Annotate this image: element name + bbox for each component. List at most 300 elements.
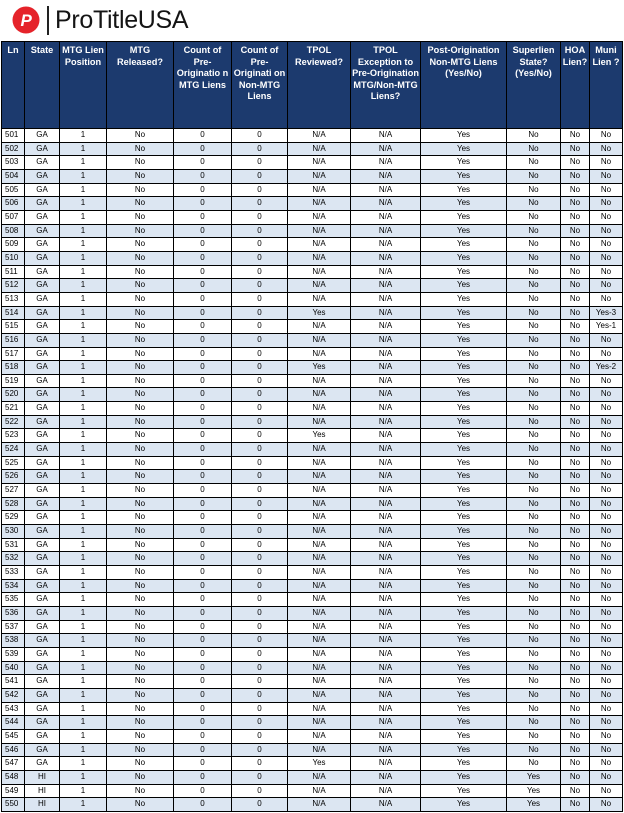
lien-table	[1, 41, 623, 812]
table-cell: 0	[232, 183, 288, 197]
table-cell: N/A	[351, 388, 421, 402]
table-cell: GA	[25, 675, 60, 689]
table-cell: No	[561, 497, 590, 511]
table-cell: GA	[25, 238, 60, 252]
table-cell: No	[107, 388, 174, 402]
table-cell: No	[107, 579, 174, 593]
table-row	[2, 538, 623, 552]
table-cell: No	[590, 429, 623, 443]
table-row	[2, 620, 623, 634]
table-cell: N/A	[288, 484, 351, 498]
table-cell: No	[507, 374, 561, 388]
table-cell: N/A	[351, 566, 421, 580]
table-cell: Yes	[507, 770, 561, 784]
table-row	[2, 552, 623, 566]
table-cell: No	[107, 169, 174, 183]
table-cell: 1	[60, 374, 107, 388]
table-cell: N/A	[288, 716, 351, 730]
table-cell: No	[107, 265, 174, 279]
table-cell: Yes	[288, 361, 351, 375]
table-cell: 528	[2, 497, 25, 511]
table-cell: 0	[174, 538, 232, 552]
table-cell: 0	[174, 552, 232, 566]
table-row	[2, 333, 623, 347]
table-cell: No	[590, 675, 623, 689]
table-cell: 1	[60, 402, 107, 416]
table-cell: 530	[2, 525, 25, 539]
table-cell: No	[561, 770, 590, 784]
table-cell: Yes	[421, 770, 507, 784]
table-cell: N/A	[351, 156, 421, 170]
table-cell: 531	[2, 538, 25, 552]
table-cell: No	[561, 333, 590, 347]
table-cell: Yes	[421, 402, 507, 416]
table-cell: No	[590, 525, 623, 539]
table-cell: No	[507, 538, 561, 552]
table-cell: No	[590, 511, 623, 525]
table-cell: No	[590, 210, 623, 224]
table-cell: N/A	[351, 634, 421, 648]
table-cell: 534	[2, 579, 25, 593]
table-cell: N/A	[351, 511, 421, 525]
table-cell: 0	[174, 661, 232, 675]
table-cell: No	[107, 470, 174, 484]
table-cell: 503	[2, 156, 25, 170]
table-cell: No	[507, 511, 561, 525]
table-cell: GA	[25, 388, 60, 402]
table-cell: No	[107, 415, 174, 429]
table-cell: GA	[25, 347, 60, 361]
table-cell: No	[590, 456, 623, 470]
table-cell: 0	[174, 784, 232, 798]
logo-bar	[0, 0, 624, 40]
table-cell: No	[590, 388, 623, 402]
table-cell: 1	[60, 224, 107, 238]
table-cell: GA	[25, 374, 60, 388]
table-cell: N/A	[351, 333, 421, 347]
table-cell: 0	[174, 620, 232, 634]
table-cell: No	[107, 606, 174, 620]
table-cell: N/A	[351, 606, 421, 620]
table-cell: No	[107, 292, 174, 306]
table-cell: Yes-3	[590, 306, 623, 320]
table-cell: 1	[60, 497, 107, 511]
logo-letter: P	[20, 11, 32, 31]
column-header: HOA Lien?	[561, 42, 590, 129]
table-cell: No	[561, 484, 590, 498]
table-cell: No	[507, 388, 561, 402]
table-cell: 513	[2, 292, 25, 306]
table-row	[2, 361, 623, 375]
table-cell: N/A	[288, 388, 351, 402]
table-cell: HI	[25, 798, 60, 812]
table-cell: 0	[232, 729, 288, 743]
table-cell: 0	[232, 688, 288, 702]
table-cell: No	[590, 566, 623, 580]
table-cell: No	[507, 566, 561, 580]
table-cell: 0	[174, 361, 232, 375]
table-cell: Yes	[421, 443, 507, 457]
table-cell: Yes	[507, 798, 561, 812]
table-cell: No	[561, 320, 590, 334]
table-cell: 0	[232, 142, 288, 156]
table-cell: 1	[60, 443, 107, 457]
column-header: Post-Origination Non-MTG Liens (Yes/No)	[421, 42, 507, 129]
table-cell: N/A	[351, 470, 421, 484]
table-cell: No	[590, 702, 623, 716]
table-cell: N/A	[351, 292, 421, 306]
table-row	[2, 197, 623, 211]
table-row	[2, 593, 623, 607]
protitle-logo-icon	[12, 6, 40, 34]
table-cell: N/A	[288, 374, 351, 388]
table-cell: No	[107, 634, 174, 648]
table-cell: No	[590, 798, 623, 812]
table-cell: N/A	[351, 729, 421, 743]
table-cell: GA	[25, 429, 60, 443]
table-cell: 520	[2, 388, 25, 402]
table-cell: Yes	[421, 429, 507, 443]
table-row	[2, 238, 623, 252]
table-cell: 515	[2, 320, 25, 334]
table-cell: No	[107, 729, 174, 743]
table-cell: 0	[232, 402, 288, 416]
table-cell: Yes	[421, 129, 507, 143]
table-cell: No	[590, 402, 623, 416]
table-cell: 0	[174, 716, 232, 730]
table-cell: No	[507, 606, 561, 620]
table-cell: N/A	[288, 538, 351, 552]
table-cell: No	[507, 456, 561, 470]
table-cell: 0	[174, 374, 232, 388]
table-cell: GA	[25, 197, 60, 211]
table-row	[2, 320, 623, 334]
table-cell: No	[107, 402, 174, 416]
table-cell: Yes	[421, 279, 507, 293]
table-cell: GA	[25, 320, 60, 334]
table-cell: Yes	[421, 688, 507, 702]
table-cell: N/A	[288, 784, 351, 798]
table-cell: N/A	[351, 579, 421, 593]
table-cell: No	[107, 647, 174, 661]
table-cell: No	[561, 224, 590, 238]
table-cell: GA	[25, 566, 60, 580]
column-header: Muni Lien ?	[590, 42, 623, 129]
table-cell: N/A	[288, 129, 351, 143]
table-cell: Yes	[421, 415, 507, 429]
table-cell: N/A	[288, 675, 351, 689]
table-cell: No	[561, 279, 590, 293]
table-cell: 1	[60, 142, 107, 156]
table-cell: No	[590, 579, 623, 593]
table-cell: 508	[2, 224, 25, 238]
table-cell: GA	[25, 757, 60, 771]
table-cell: N/A	[288, 415, 351, 429]
table-cell: No	[590, 415, 623, 429]
table-cell: GA	[25, 169, 60, 183]
table-cell: No	[107, 333, 174, 347]
table-cell: 517	[2, 347, 25, 361]
table-cell: 510	[2, 251, 25, 265]
table-cell: N/A	[351, 210, 421, 224]
table-cell: No	[561, 347, 590, 361]
table-cell: 1	[60, 388, 107, 402]
table-cell: Yes	[421, 784, 507, 798]
table-row	[2, 743, 623, 757]
table-cell: N/A	[351, 374, 421, 388]
table-cell: 522	[2, 415, 25, 429]
table-cell: Yes	[288, 306, 351, 320]
table-cell: 0	[174, 634, 232, 648]
table-row	[2, 634, 623, 648]
table-cell: 0	[232, 484, 288, 498]
table-cell: No	[561, 210, 590, 224]
table-cell: No	[107, 251, 174, 265]
table-cell: 0	[232, 279, 288, 293]
table-cell: 0	[174, 743, 232, 757]
table-cell: 1	[60, 634, 107, 648]
table-cell: 1	[60, 716, 107, 730]
table-cell: HI	[25, 770, 60, 784]
table-cell: Yes	[421, 361, 507, 375]
table-cell: N/A	[288, 292, 351, 306]
table-cell: No	[590, 169, 623, 183]
table-cell: Yes	[421, 743, 507, 757]
table-cell: N/A	[351, 702, 421, 716]
table-cell: 535	[2, 593, 25, 607]
table-cell: N/A	[288, 265, 351, 279]
table-cell: GA	[25, 552, 60, 566]
table-cell: No	[561, 511, 590, 525]
table-cell: No	[590, 292, 623, 306]
table-cell: 0	[232, 374, 288, 388]
table-cell: 504	[2, 169, 25, 183]
table-cell: 505	[2, 183, 25, 197]
table-cell: Yes	[421, 333, 507, 347]
table-cell: No	[590, 634, 623, 648]
table-cell: No	[107, 552, 174, 566]
table-cell: Yes	[421, 634, 507, 648]
table-cell: 532	[2, 552, 25, 566]
table-cell: No	[107, 238, 174, 252]
table-cell: 0	[232, 210, 288, 224]
table-cell: No	[107, 593, 174, 607]
table-cell: N/A	[351, 265, 421, 279]
table-cell: No	[507, 688, 561, 702]
table-cell: GA	[25, 210, 60, 224]
table-cell: 0	[232, 347, 288, 361]
table-cell: 1	[60, 265, 107, 279]
table-cell: Yes	[421, 511, 507, 525]
table-cell: 0	[174, 169, 232, 183]
table-cell: Yes	[288, 757, 351, 771]
table-cell: No	[107, 443, 174, 457]
table-cell: No	[107, 156, 174, 170]
table-cell: Yes	[421, 470, 507, 484]
table-cell: N/A	[351, 402, 421, 416]
table-cell: No	[507, 210, 561, 224]
table-cell: No	[561, 729, 590, 743]
table-cell: 1	[60, 415, 107, 429]
table-cell: 1	[60, 798, 107, 812]
table-cell: N/A	[351, 183, 421, 197]
table-cell: Yes	[421, 647, 507, 661]
table-cell: No	[590, 743, 623, 757]
table-cell: GA	[25, 538, 60, 552]
table-cell: N/A	[288, 566, 351, 580]
table-cell: 0	[174, 347, 232, 361]
table-cell: 0	[232, 538, 288, 552]
table-cell: No	[590, 606, 623, 620]
table-cell: N/A	[288, 402, 351, 416]
table-cell: GA	[25, 470, 60, 484]
table-cell: No	[561, 415, 590, 429]
table-cell: No	[107, 429, 174, 443]
table-cell: No	[590, 497, 623, 511]
table-cell: Yes	[421, 620, 507, 634]
table-row	[2, 265, 623, 279]
table-cell: 0	[174, 183, 232, 197]
table-cell: 0	[232, 661, 288, 675]
table-cell: 519	[2, 374, 25, 388]
table-cell: Yes	[421, 716, 507, 730]
table-cell: 0	[174, 443, 232, 457]
table-cell: No	[507, 320, 561, 334]
table-cell: No	[507, 443, 561, 457]
table-cell: No	[561, 361, 590, 375]
table-cell: 0	[174, 333, 232, 347]
table-cell: No	[561, 456, 590, 470]
column-header: Count of Pre-Originati on Non-MTG Liens	[232, 42, 288, 129]
table-cell: No	[107, 129, 174, 143]
table-cell: No	[107, 484, 174, 498]
table-cell: 0	[232, 156, 288, 170]
table-cell: 1	[60, 238, 107, 252]
table-row	[2, 798, 623, 812]
table-cell: GA	[25, 579, 60, 593]
table-cell: N/A	[351, 224, 421, 238]
table-cell: GA	[25, 443, 60, 457]
table-cell: No	[107, 675, 174, 689]
table-cell: GA	[25, 402, 60, 416]
table-cell: Yes	[421, 142, 507, 156]
table-row	[2, 388, 623, 402]
table-cell: 538	[2, 634, 25, 648]
table-cell: No	[590, 197, 623, 211]
table-cell: 0	[232, 743, 288, 757]
table-cell: 0	[232, 238, 288, 252]
table-cell: No	[107, 688, 174, 702]
table-cell: 1	[60, 347, 107, 361]
table-cell: No	[507, 238, 561, 252]
table-row	[2, 156, 623, 170]
table-row	[2, 661, 623, 675]
table-cell: 0	[174, 566, 232, 580]
table-cell: 529	[2, 511, 25, 525]
table-cell: No	[590, 770, 623, 784]
table-cell: No	[107, 511, 174, 525]
table-row	[2, 169, 623, 183]
table-cell: Yes	[421, 251, 507, 265]
table-cell: GA	[25, 702, 60, 716]
table-row	[2, 784, 623, 798]
table-cell: No	[107, 210, 174, 224]
table-cell: No	[507, 647, 561, 661]
table-cell: 0	[232, 566, 288, 580]
table-cell: No	[590, 484, 623, 498]
table-cell: No	[107, 306, 174, 320]
brand-logo	[0, 0, 201, 40]
table-row	[2, 566, 623, 580]
table-cell: 1	[60, 429, 107, 443]
table-cell: N/A	[351, 525, 421, 539]
table-cell: N/A	[351, 415, 421, 429]
table-row	[2, 702, 623, 716]
table-cell: N/A	[288, 333, 351, 347]
table-cell: N/A	[351, 279, 421, 293]
table-cell: No	[561, 251, 590, 265]
table-cell: 0	[174, 470, 232, 484]
table-cell: 0	[232, 169, 288, 183]
table-cell: N/A	[351, 251, 421, 265]
table-cell: No	[107, 456, 174, 470]
table-cell: No	[507, 347, 561, 361]
table-cell: 526	[2, 470, 25, 484]
table-cell: N/A	[351, 552, 421, 566]
table-cell: 1	[60, 306, 107, 320]
table-cell: No	[561, 156, 590, 170]
table-cell: 544	[2, 716, 25, 730]
table-cell: Yes-2	[590, 361, 623, 375]
table-cell: No	[561, 784, 590, 798]
table-cell: 0	[232, 443, 288, 457]
table-row	[2, 306, 623, 320]
table-cell: 0	[174, 579, 232, 593]
table-row	[2, 347, 623, 361]
table-cell: No	[507, 156, 561, 170]
table-cell: 1	[60, 702, 107, 716]
table-cell: 1	[60, 757, 107, 771]
column-header: State	[25, 42, 60, 129]
table-cell: N/A	[288, 443, 351, 457]
table-cell: GA	[25, 415, 60, 429]
table-cell: 1	[60, 647, 107, 661]
table-cell: 1	[60, 661, 107, 675]
table-cell: 549	[2, 784, 25, 798]
table-cell: N/A	[288, 606, 351, 620]
table-cell: No	[561, 374, 590, 388]
table-cell: No	[561, 675, 590, 689]
table-cell: No	[107, 566, 174, 580]
table-row	[2, 183, 623, 197]
table-cell: 1	[60, 183, 107, 197]
table-cell: No	[561, 238, 590, 252]
table-cell: 501	[2, 129, 25, 143]
table-cell: GA	[25, 129, 60, 143]
table-cell: N/A	[351, 593, 421, 607]
table-cell: N/A	[351, 688, 421, 702]
table-cell: N/A	[288, 320, 351, 334]
table-cell: 1	[60, 593, 107, 607]
table-cell: 1	[60, 292, 107, 306]
table-cell: N/A	[351, 743, 421, 757]
table-cell: 0	[232, 634, 288, 648]
column-header: Count of Pre-Originatio n MTG Liens	[174, 42, 232, 129]
table-cell: GA	[25, 484, 60, 498]
table-cell: No	[507, 716, 561, 730]
table-cell: GA	[25, 497, 60, 511]
table-cell: 0	[232, 306, 288, 320]
